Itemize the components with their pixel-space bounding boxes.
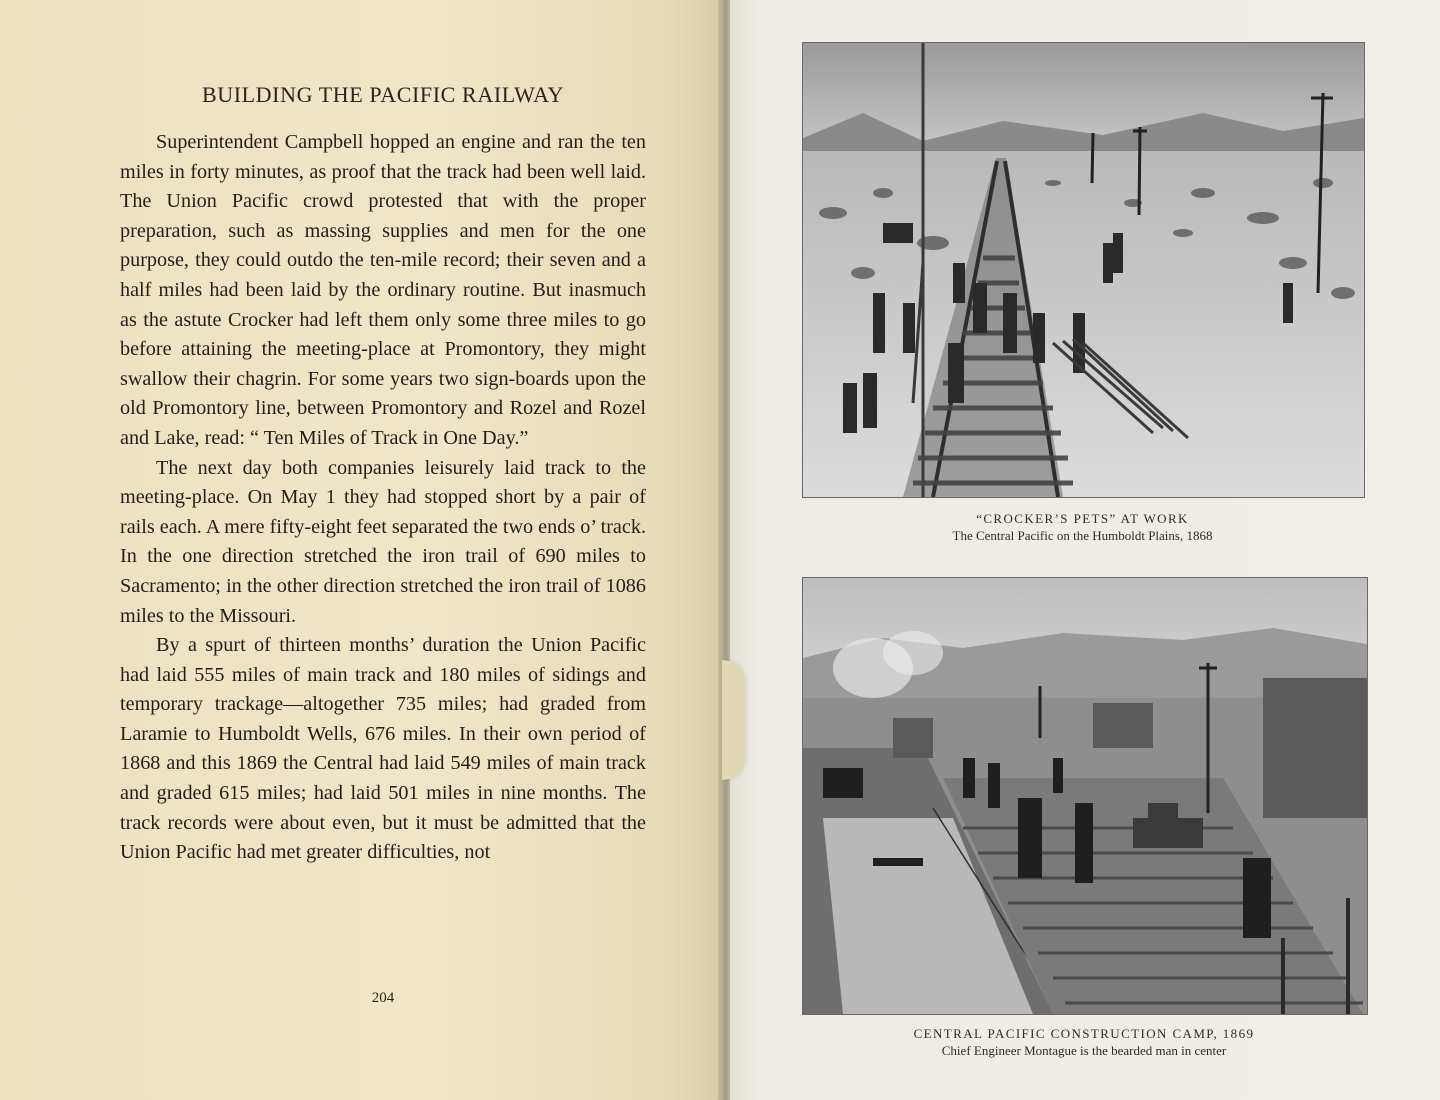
paragraph-3: By a spurt of thirteen months’ duration the Union Pacific had laid 555 miles of main track and 180 miles of sidings and temporary trackage—altogether 735 miles; had graded from Laramie to Humboldt Wells, 676 miles. In their own period of 1868 and this 1869 the Central had laid 549 miles of main track and graded 615 miles; had laid 501 miles in nine months. The track records were about even, but it must be admitted that the Union Pacific had met greater difficulties, not: [120, 634, 646, 864]
running-head: BUILDING THE PACIFIC RAILWAY: [201, 82, 565, 107]
caption-title: CENTRAL PACIFIC CONSTRUCTION CAMP, 1869: [913, 1026, 1255, 1041]
body-text: [120, 128, 646, 868]
caption-subtitle: The Central Pacific on the Humboldt Plains, 1868: [952, 528, 1213, 543]
paragraph-2: The next day both companies leisurely laid track to the meeting-place. On May 1 they had stopped short by a pair of rails each. A mere fifty-eight feet separated the two ends o’ track. In the one direction stretched the iron trail of 690 miles to Sacramento; in the other direction stretched the iron trail of 1086 miles to the Missouri.: [120, 456, 646, 627]
photo-construction-camp: [802, 577, 1368, 1015]
photo-caption: [802, 510, 1363, 544]
photo-construction-camp-image: [803, 578, 1367, 1014]
paragraph-1: Superintendent Campbell hopped an engine and ran the ten miles in forty minutes, as proof that the track had been well laid. The Union Pacific crowd protested that with the proper preparation, such as massing supplies and men for the one purpose, they could outdo the ten-mile record; their seven and a half miles had been laid by the ordinary routine. But inasmuch as the astute Crocker had left them only some three miles to go before attaining the meeting-place at Promontory, they might swallow their chagrin. For some years two sign-boards upon the old Promontory line, between Promontory and Rozel and Rozel and Lake, read: “ Ten Miles of Track in One Day.”: [120, 131, 646, 449]
photo-track-laying-image: [803, 43, 1364, 497]
caption-title: “CROCKER’S PETS” AT WORK: [976, 511, 1189, 526]
photo-track-laying: [802, 42, 1365, 498]
photo-caption: [802, 1025, 1366, 1059]
page-edge: [722, 660, 744, 780]
caption-subtitle: Chief Engineer Montague is the bearded man in center: [941, 1043, 1227, 1058]
page-number: 204: [371, 990, 395, 1006]
